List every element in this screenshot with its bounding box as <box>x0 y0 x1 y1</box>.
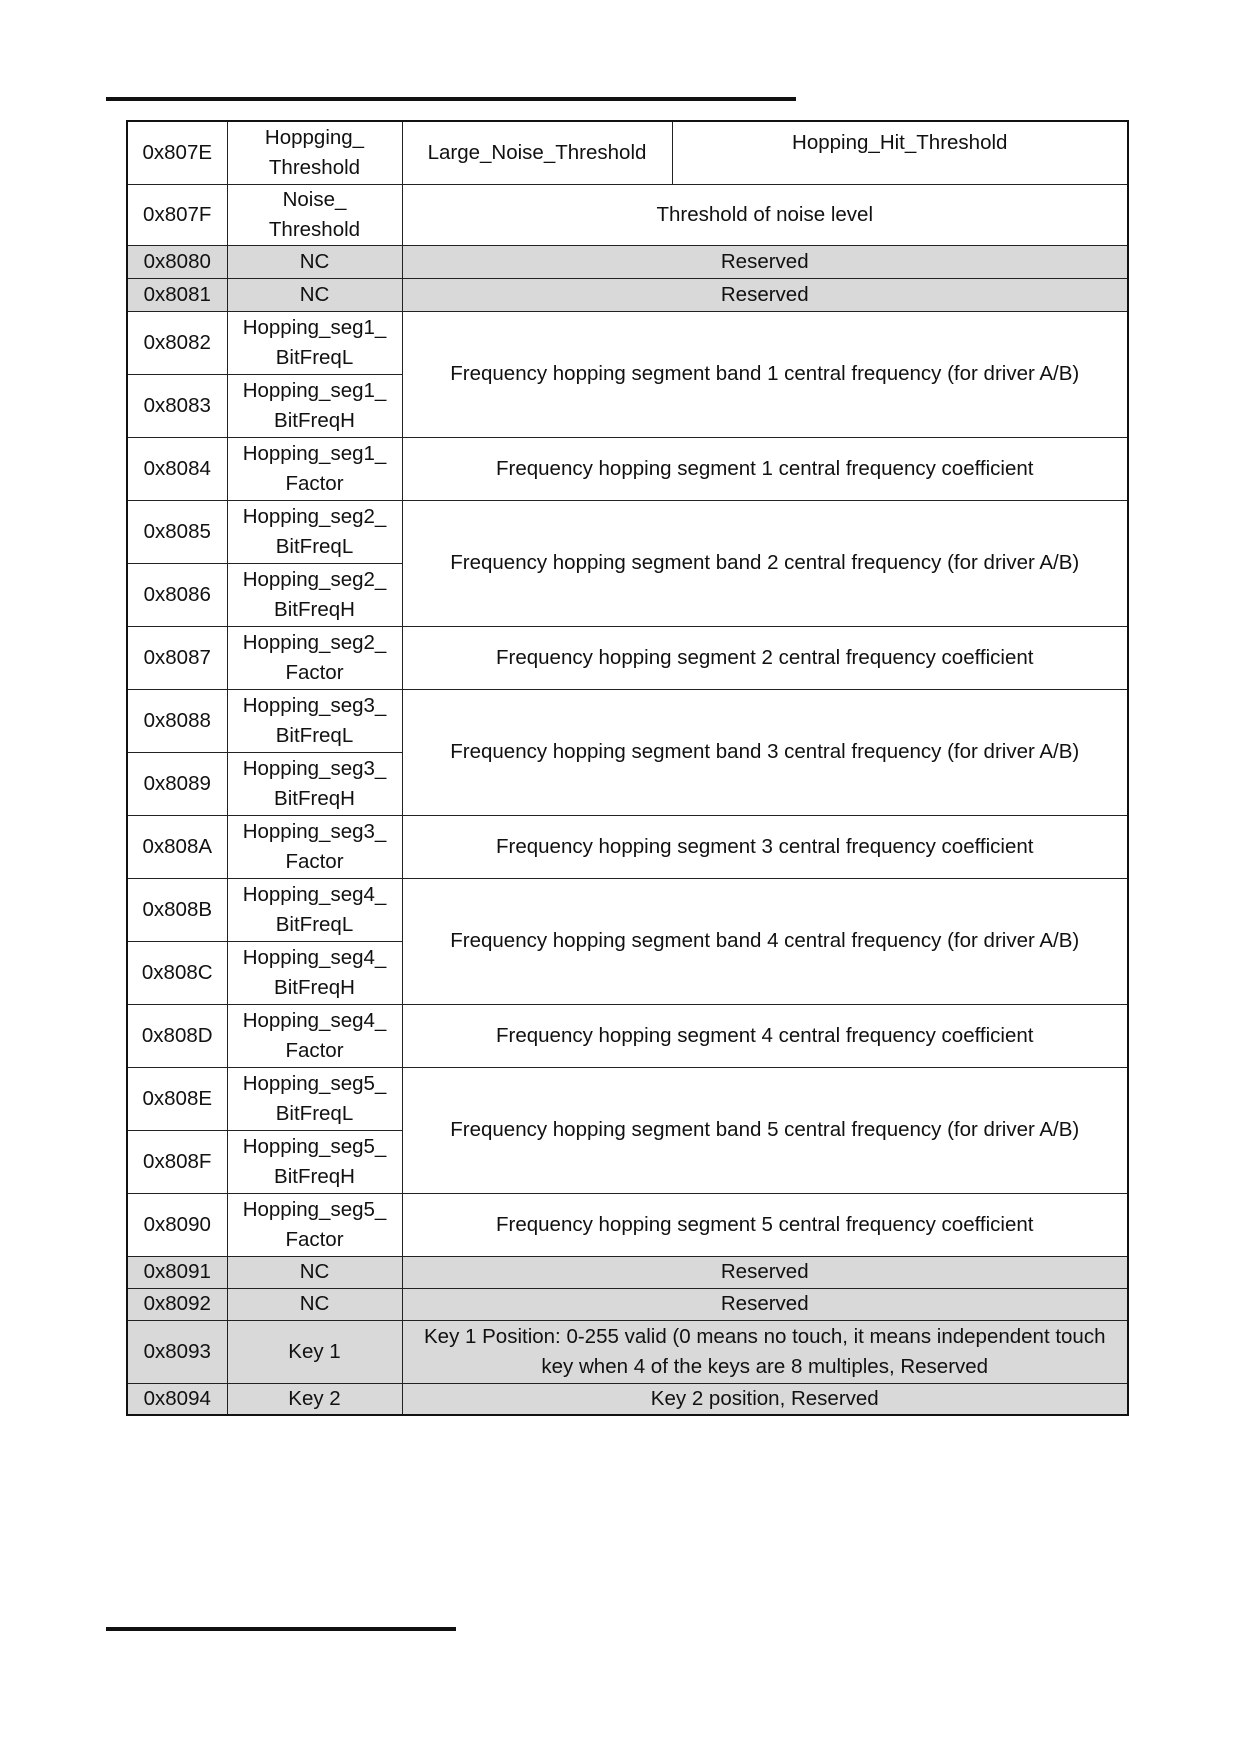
register-name-cell: Hopping_seg1_ BitFreqL <box>227 311 402 374</box>
top-rule <box>106 97 796 101</box>
register-name-cell: Hopping_seg4_ BitFreqL <box>227 878 402 941</box>
description-cell: Frequency hopping segment band 4 central frequency (for driver A/B) <box>402 878 1128 1004</box>
address-cell: 0x808E <box>127 1067 227 1130</box>
address-cell: 0x807E <box>127 121 227 184</box>
register-name-cell: Key 1 <box>227 1320 402 1383</box>
description-cell: Frequency hopping segment band 3 central frequency (for driver A/B) <box>402 689 1128 815</box>
description-cell: Threshold of noise level <box>402 184 1128 245</box>
address-cell: 0x808D <box>127 1004 227 1067</box>
register-name-cell: Hoppging_ Threshold <box>227 121 402 184</box>
description-cell: Reserved <box>402 278 1128 311</box>
description-cell: Frequency hopping segment 4 central frequency coefficient <box>402 1004 1128 1067</box>
register-name-cell: Hopping_seg4_ Factor <box>227 1004 402 1067</box>
table-row <box>127 278 1128 311</box>
description-cell: Key 1 Position: 0-255 valid (0 means no touch, it means independent touch key when 4 of the keys are 8 multiples, Reserved <box>402 1320 1128 1383</box>
register-name-cell: NC <box>227 1288 402 1320</box>
description-cell: Reserved <box>402 1256 1128 1288</box>
table-row <box>127 1004 1128 1067</box>
description-cell: Frequency hopping segment 3 central frequency coefficient <box>402 815 1128 878</box>
register-name-cell: Hopping_seg1_ BitFreqH <box>227 374 402 437</box>
register-name-cell: Hopping_seg3_ BitFreqH <box>227 752 402 815</box>
address-cell: 0x8082 <box>127 311 227 374</box>
table-row <box>127 1320 1128 1383</box>
address-cell: 0x808F <box>127 1130 227 1193</box>
hopping-hit-threshold-cell: Hopping_Hit_Threshold <box>672 121 1128 184</box>
register-name-cell: Hopping_seg3_ BitFreqL <box>227 689 402 752</box>
table-row <box>127 1256 1128 1288</box>
address-cell: 0x8088 <box>127 689 227 752</box>
description-cell: Reserved <box>402 245 1128 278</box>
register-name-cell: Noise_ Threshold <box>227 184 402 245</box>
register-name-cell: Key 2 <box>227 1383 402 1415</box>
register-name-cell: Hopping_seg2_ BitFreqL <box>227 500 402 563</box>
table-row <box>127 626 1128 689</box>
address-cell: 0x8080 <box>127 245 227 278</box>
address-cell: 0x808C <box>127 941 227 1004</box>
description-cell: Reserved <box>402 1288 1128 1320</box>
address-cell: 0x8089 <box>127 752 227 815</box>
address-cell: 0x808B <box>127 878 227 941</box>
address-cell: 0x808A <box>127 815 227 878</box>
table-row <box>127 815 1128 878</box>
table-row <box>127 689 1128 752</box>
table-row <box>127 1383 1128 1415</box>
register-table <box>126 120 1129 1416</box>
description-cell: Frequency hopping segment 5 central frequency coefficient <box>402 1193 1128 1256</box>
table-row <box>127 437 1128 500</box>
register-name-cell: Hopping_seg2_ BitFreqH <box>227 563 402 626</box>
address-cell: 0x8084 <box>127 437 227 500</box>
description-cell: Frequency hopping segment 1 central frequency coefficient <box>402 437 1128 500</box>
bottom-rule <box>106 1627 456 1631</box>
address-cell: 0x8090 <box>127 1193 227 1256</box>
table-row <box>127 121 1128 184</box>
register-name-cell: NC <box>227 1256 402 1288</box>
register-name-cell: Hopping_seg4_ BitFreqH <box>227 941 402 1004</box>
description-cell: Frequency hopping segment band 2 central frequency (for driver A/B) <box>402 500 1128 626</box>
table-row <box>127 245 1128 278</box>
description-cell: Key 2 position, Reserved <box>402 1383 1128 1415</box>
address-cell: 0x8085 <box>127 500 227 563</box>
table-row <box>127 1067 1128 1130</box>
address-cell: 0x8086 <box>127 563 227 626</box>
address-cell: 0x8081 <box>127 278 227 311</box>
address-cell: 0x807F <box>127 184 227 245</box>
table-row <box>127 500 1128 563</box>
description-cell: Frequency hopping segment band 5 central frequency (for driver A/B) <box>402 1067 1128 1193</box>
address-cell: 0x8087 <box>127 626 227 689</box>
table-row <box>127 311 1128 374</box>
address-cell: 0x8092 <box>127 1288 227 1320</box>
large-noise-threshold-cell: Large_Noise_Threshold <box>402 121 672 184</box>
register-name-cell: Hopping_seg5_ BitFreqH <box>227 1130 402 1193</box>
address-cell: 0x8091 <box>127 1256 227 1288</box>
description-cell: Frequency hopping segment 2 central frequency coefficient <box>402 626 1128 689</box>
table-row <box>127 184 1128 245</box>
register-name-cell: Hopping_seg5_ BitFreqL <box>227 1067 402 1130</box>
table-row <box>127 1193 1128 1256</box>
table-row <box>127 1288 1128 1320</box>
table-row <box>127 878 1128 941</box>
register-name-cell: Hopping_seg5_ Factor <box>227 1193 402 1256</box>
register-name-cell: Hopping_seg3_ Factor <box>227 815 402 878</box>
address-cell: 0x8093 <box>127 1320 227 1383</box>
description-cell: Frequency hopping segment band 1 central frequency (for driver A/B) <box>402 311 1128 437</box>
register-name-cell: NC <box>227 278 402 311</box>
register-name-cell: Hopping_seg1_ Factor <box>227 437 402 500</box>
address-cell: 0x8094 <box>127 1383 227 1415</box>
register-name-cell: Hopping_seg2_ Factor <box>227 626 402 689</box>
register-name-cell: NC <box>227 245 402 278</box>
address-cell: 0x8083 <box>127 374 227 437</box>
